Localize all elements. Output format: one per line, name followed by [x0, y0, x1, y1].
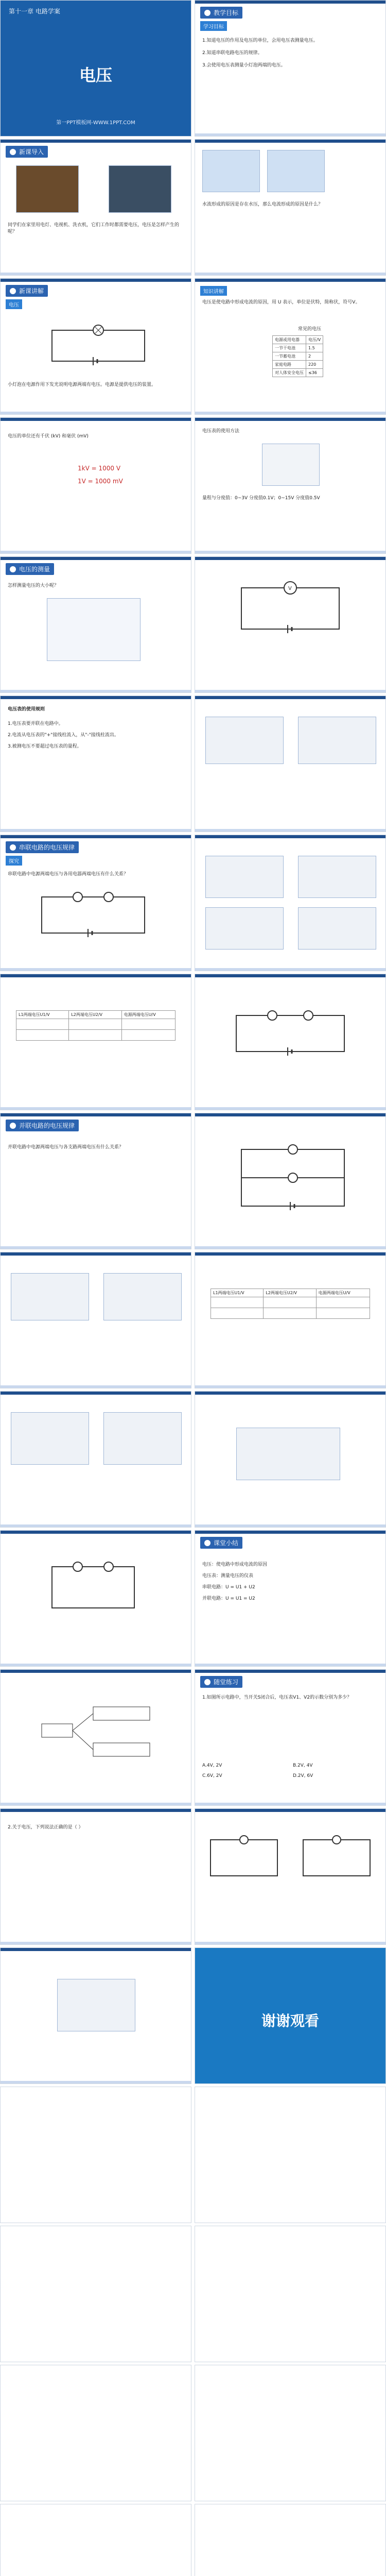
series-table — [16, 1010, 176, 1041]
summary-slide — [195, 1530, 386, 1667]
top-strip — [195, 1392, 385, 1395]
lesson1-right-slide — [195, 278, 386, 415]
spare-slide-left — [0, 2087, 191, 2223]
practice-photo — [57, 1979, 135, 2031]
voltmeter-text: 怎样测量电压的大小呢？ — [8, 583, 59, 588]
objectives-slide — [195, 0, 386, 137]
bottom-strip — [195, 1524, 385, 1527]
bottom-strip — [195, 1942, 385, 1944]
parallel-photo-1 — [11, 1273, 89, 1320]
bottom-strip — [1, 1664, 191, 1666]
lesson1-circuit — [42, 320, 155, 371]
bottom-strip — [1, 551, 191, 553]
table-cell: 2 — [306, 352, 323, 361]
table-cell: 一节蓄电池 — [273, 352, 306, 361]
spare-slide-left-2 — [0, 2226, 191, 2362]
series-result-slide — [195, 974, 386, 1110]
tag-label: 电压的测量 — [19, 566, 50, 573]
thanks-slide — [195, 1947, 386, 2084]
summary-item-4: 并联电路：U = U1 = U2 — [202, 1596, 255, 1601]
intro-tag — [6, 146, 48, 158]
bottom-strip — [1, 412, 191, 414]
parallel-photos-slide — [0, 1391, 191, 1528]
circuit-diagram — [31, 887, 155, 943]
intro-image-2 — [109, 165, 171, 213]
tag-icon — [10, 149, 16, 155]
series-tag — [6, 841, 79, 853]
top-strip — [1, 696, 191, 699]
top-strip — [195, 279, 385, 282]
table-cell: L2两端电压U2/V — [264, 1289, 316, 1297]
lights-image — [202, 150, 260, 192]
spare-slide-right-2 — [195, 2226, 386, 2362]
circuit-diagram — [231, 1139, 355, 1216]
top-strip — [1, 279, 191, 282]
series-slide — [0, 835, 191, 971]
voltage-tree — [31, 1701, 160, 1762]
practice-slide — [195, 1669, 386, 1806]
bottom-strip — [1, 690, 191, 692]
top-strip — [1, 1392, 191, 1395]
top-strip — [195, 1531, 385, 1534]
intro-text: 同学们在家里用电灯、电视机、洗衣机，它们工作时都需要电压，电压是怎样产生的呢？ — [8, 223, 180, 235]
table-row — [16, 1011, 176, 1019]
table-cell: 电源或用电器 — [273, 336, 306, 344]
parallel-tag — [6, 1120, 79, 1131]
table-row — [273, 336, 323, 344]
intro-image-1 — [16, 165, 79, 213]
top-strip — [1, 1252, 191, 1256]
spare-slide-left-4 — [0, 2504, 191, 2576]
top-strip — [1, 557, 191, 560]
cover-footer: 第一PPT模板网-WWW.1PPT.COM — [56, 120, 135, 126]
bottom-strip — [195, 1803, 385, 1805]
rule-2: 2.电流从电压表的"+"接线柱流入，从"-"接线柱流出。 — [8, 733, 119, 738]
top-strip — [1, 835, 191, 838]
practice-circuits-slide — [195, 1808, 386, 1945]
summary-tag — [200, 1537, 242, 1549]
practice-circuit-b — [298, 1835, 375, 1881]
lesson1-right-sub: 知识讲解 — [200, 286, 227, 296]
exercise-intro-slide — [0, 1530, 191, 1667]
units-slide — [0, 417, 191, 554]
objective-1: 1.知道电压的作用及电压的单位，会用电压表测量电压。 — [202, 38, 318, 43]
practice-q2: 2.关于电压，下列说法正确的是（ ） — [8, 1825, 83, 1830]
voltmeter-right-slide — [195, 417, 386, 554]
bottom-strip — [1, 273, 191, 275]
lesson1-tag — [6, 285, 48, 297]
summary-item-2: 电压表：测量电压的仪表 — [202, 1573, 254, 1579]
option-d: D.2V, 6V — [293, 1773, 313, 1778]
table-row — [273, 344, 323, 352]
practice-tag — [200, 1676, 242, 1688]
voltmeter-right-detail: 量程与分度值：0~3V 分度值0.1V；0~15V 分度值0.5V — [202, 496, 320, 501]
spare-slide-left-3 — [0, 2365, 191, 2501]
lesson1-sub: 电压 — [6, 299, 22, 309]
cover-title: 电压 — [79, 66, 112, 84]
circuit-diagram — [298, 1835, 375, 1881]
bottom-strip — [195, 412, 385, 414]
series-photo-2 — [298, 856, 376, 898]
objective-2: 2.知道串联电路电压的规律。 — [202, 50, 262, 56]
objective-3: 3.会使用电压表测量小灯泡两端的电压。 — [202, 63, 286, 68]
series-photo-3 — [205, 907, 284, 950]
table-row — [211, 1308, 370, 1319]
tag-label: 课堂小结 — [214, 1539, 239, 1547]
diagram-slide — [0, 1669, 191, 1806]
tag-icon — [204, 10, 210, 16]
table-row — [16, 1030, 176, 1041]
lesson1-slide — [0, 278, 191, 415]
table-cell: 电源两端电压U/V — [316, 1289, 370, 1297]
top-strip — [1, 974, 191, 977]
bottom-strip — [1, 968, 191, 971]
rules-circuit — [231, 578, 349, 639]
bottom-strip — [195, 273, 385, 275]
table-cell: L1两端电压U1/V — [16, 1011, 69, 1019]
parallel-steps-slide — [0, 1252, 191, 1388]
bottom-strip — [195, 1107, 385, 1110]
circuit-diagram — [42, 320, 155, 371]
bottom-strip — [1, 1107, 191, 1110]
voltage-table — [272, 335, 323, 377]
tag-icon — [10, 288, 16, 294]
series-steps-slide — [195, 835, 386, 971]
bottom-strip — [195, 551, 385, 553]
summary-item-1: 电压：使电路中形成电流的原因 — [202, 1562, 268, 1567]
parallel-photo-2 — [103, 1273, 182, 1320]
series-photo-1 — [205, 856, 284, 898]
top-strip — [195, 140, 385, 143]
parallel-conclusion-slide — [195, 1391, 386, 1528]
top-strip — [195, 1670, 385, 1673]
battery-photo — [236, 1428, 340, 1480]
bottom-strip — [1, 1246, 191, 1249]
rules-photo-1 — [205, 717, 284, 764]
spare-slide-right — [195, 2087, 386, 2223]
series-result-circuit — [226, 1000, 355, 1067]
tag-icon — [10, 566, 16, 572]
bottom-strip — [1, 1942, 191, 1944]
rules-right-slide — [195, 556, 386, 693]
rule-3: 3.被测电压不要超过电压表的量程。 — [8, 744, 82, 749]
top-strip — [195, 1252, 385, 1256]
tag-label: 新课导入 — [19, 148, 44, 156]
appliance-image — [267, 150, 325, 192]
top-strip — [1, 140, 191, 143]
rules-photos-slide — [195, 696, 386, 832]
table-cell: 电压/V — [306, 336, 323, 344]
top-strip — [195, 557, 385, 560]
circuit-diagram — [205, 1835, 283, 1881]
tag-icon — [10, 1123, 16, 1129]
series-sub: 探究 — [6, 856, 22, 866]
rules-photo-2 — [298, 717, 376, 764]
series-circuit — [31, 887, 155, 943]
tag-icon — [10, 844, 16, 851]
table-row — [211, 1289, 370, 1297]
table-row — [273, 369, 323, 377]
voltmeter-slide — [0, 556, 191, 693]
top-strip — [1, 1670, 191, 1673]
bottom-strip — [1, 829, 191, 832]
table-cell: 电源两端电压U/V — [121, 1011, 175, 1019]
tag-label: 串联电路的电压规律 — [19, 844, 75, 851]
circuit-diagram — [226, 1000, 355, 1067]
table-cell: 一节干电池 — [273, 344, 306, 352]
summary-item-3: 串联电路：U = U1 + U2 — [202, 1585, 255, 1590]
bottom-strip — [195, 829, 385, 832]
table-row — [211, 1297, 370, 1308]
units-note: 电压的单位还有千伏 (kV) 和毫伏 (mV) — [8, 434, 89, 439]
tag-label: 新课讲解 — [19, 287, 44, 295]
bottom-strip — [1, 1803, 191, 1805]
intro-right-slide — [195, 139, 386, 276]
top-strip — [195, 1809, 385, 1812]
cover-slide — [0, 0, 191, 137]
parallel-slide — [0, 1113, 191, 1249]
rules-title: 电压表的使用规则 — [8, 707, 45, 712]
practice-q2-slide — [0, 1808, 191, 1945]
voltmeter-image — [262, 444, 320, 486]
practice-q3-slide — [0, 1947, 191, 2084]
option-c: C.6V, 2V — [202, 1773, 222, 1778]
series-table-slide — [0, 974, 191, 1110]
series-photo-4 — [298, 907, 376, 950]
bottom-strip — [195, 1246, 385, 1249]
bottom-strip — [195, 133, 385, 136]
top-strip — [1, 1113, 191, 1116]
top-strip — [195, 1, 385, 4]
spare-slide-right-3 — [195, 2365, 386, 2501]
parallel-photo-4 — [103, 1412, 182, 1465]
table-title: 常见的电压 — [298, 327, 322, 332]
option-a: A.4V, 2V — [202, 1763, 222, 1768]
top-strip — [195, 974, 385, 977]
top-strip — [1, 1809, 191, 1812]
cover-publisher: 第十一章 电路学案 — [9, 8, 60, 15]
bottom-strip — [195, 1664, 385, 1666]
table-row — [273, 361, 323, 369]
parallel-table-slide — [195, 1252, 386, 1388]
intro-slide — [0, 139, 191, 276]
top-strip — [1, 1531, 191, 1534]
units-line-2: 1V = 1000 mV — [78, 478, 123, 485]
bottom-strip — [195, 1385, 385, 1388]
units-line-1: 1kV = 1000 V — [78, 465, 121, 472]
top-strip — [195, 696, 385, 699]
top-strip — [195, 418, 385, 421]
parallel-photo-3 — [11, 1412, 89, 1465]
parallel-table — [210, 1289, 370, 1319]
lesson1-text: 小灯泡在电源作用下发光说明电源两端有电压。电源是提供电压的装置。 — [8, 382, 156, 387]
objectives-tag — [200, 7, 242, 19]
tag-label: 随堂练习 — [214, 1679, 239, 1686]
bottom-strip — [1, 2081, 191, 2083]
tag-label: 并联电路的电压规律 — [19, 1122, 75, 1129]
tree-diagram — [31, 1701, 160, 1762]
circuit-diagram — [42, 1556, 145, 1618]
bottom-strip — [1, 1385, 191, 1388]
voltmeter-right-text: 电压表的使用方法 — [202, 429, 240, 434]
practice-q1: 1.如图所示电路中，当开关S闭合后，电压表V1、V2的示数分别为多少？ — [202, 1695, 352, 1700]
series-text: 串联电路中电源两端电压与各用电器两端电压有什么关系？ — [8, 872, 129, 877]
circuit-diagram — [231, 578, 349, 639]
table-row — [273, 352, 323, 361]
parallel-text: 并联电路中电源两端电压与各支路两端电压有什么关系？ — [8, 1145, 124, 1150]
voltmeter-photo — [47, 598, 141, 661]
table-cell: 对人体安全电压 — [273, 369, 306, 377]
rules-slide — [0, 696, 191, 832]
top-strip — [1, 1948, 191, 1951]
thanks-title: 谢谢观看 — [261, 2012, 319, 2029]
parallel-circuit — [231, 1139, 355, 1216]
bottom-strip — [195, 968, 385, 971]
tag-label: 教学目标 — [214, 9, 239, 16]
table-cell: 1.5 — [306, 344, 323, 352]
table-cell: ≤36 — [306, 369, 323, 377]
spare-slide-right-4 — [195, 2504, 386, 2576]
objectives-sub: 学习目标 — [200, 21, 227, 31]
option-b: B.2V, 4V — [293, 1763, 313, 1768]
bottom-strip — [195, 690, 385, 692]
tag-icon — [204, 1540, 210, 1546]
voltmeter-tag — [6, 563, 54, 575]
lesson1-right-text: 电压是使电路中形成电流的原因，用 U 表示，单位是伏特，简称伏，符号V。 — [202, 300, 360, 305]
exercise-circuit — [42, 1556, 145, 1618]
parallel-circuit-slide — [195, 1113, 386, 1249]
tag-icon — [204, 1679, 210, 1685]
table-cell: L2两端电压U2/V — [69, 1011, 121, 1019]
top-strip — [195, 835, 385, 838]
bottom-strip — [1, 1524, 191, 1527]
table-cell: 家庭电路 — [273, 361, 306, 369]
intro-right-text: 水流形成的原因是存在水压，那么电流形成的原因是什么？ — [202, 202, 323, 207]
table-row — [16, 1019, 176, 1030]
top-strip — [195, 1113, 385, 1116]
svg-text:V: V — [288, 586, 292, 591]
table-cell: L1两端电压U1/V — [211, 1289, 264, 1297]
rule-1: 1.电压表要并联在电路中。 — [8, 721, 63, 726]
practice-circuit-a — [205, 1835, 283, 1881]
table-cell: 220 — [306, 361, 323, 369]
top-strip — [1, 418, 191, 421]
